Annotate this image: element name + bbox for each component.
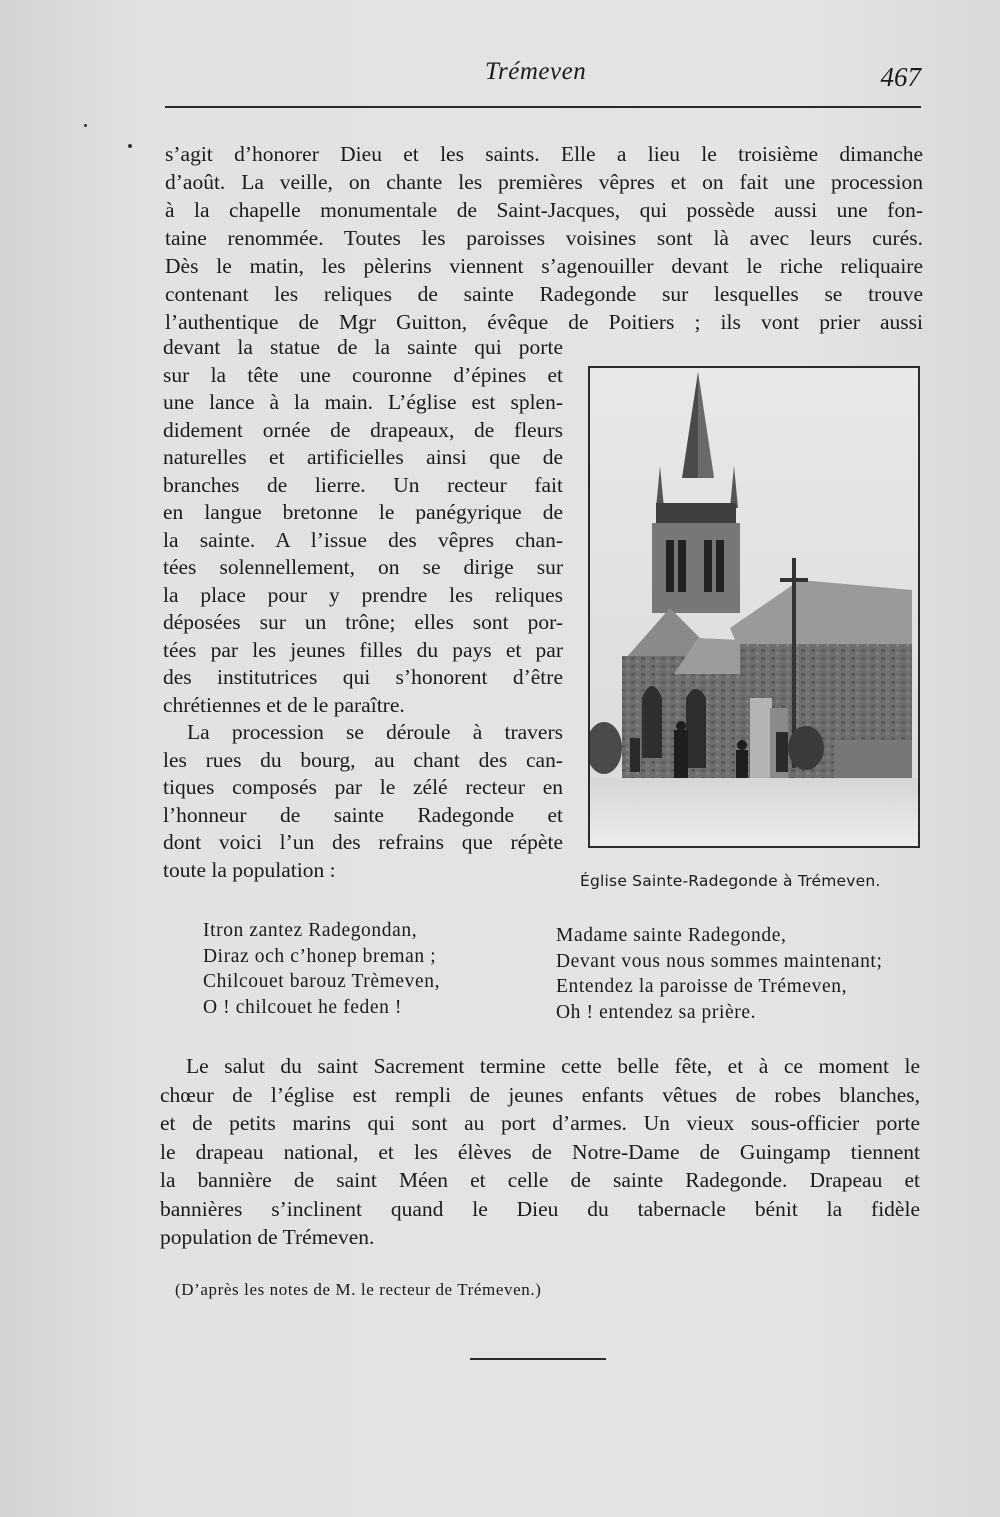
church-illustration [590,368,918,846]
text-line: en langue bretonne le panégyrique de [163,500,563,524]
text-line: une lance à la main. L’église est splen- [163,390,563,414]
text-line: Dès le matin, les pèlerins viennent s’agenouiller devant le riche reliquaire [165,254,923,278]
verse-line: Devant vous nous sommes maintenant; [556,950,883,972]
text-line: contenant les reliques de sainte Radegonde sur lesquelles se trouve [165,282,923,306]
running-header [165,56,921,96]
verse-line: Madame sainte Radegonde, [556,925,787,946]
paragraph-opening [165,140,923,336]
source-note: (D’après les notes de M. le recteur de Trémeven.) [175,1280,542,1299]
text-line: bannières s’inclinent quand le Dieu du tabernacle bénit la fidèle [160,1196,920,1221]
text-line: la place pour y prendre les reliques [163,582,563,607]
text-line: tées solennellement, on se dirige sur [163,555,563,579]
text-line: toute la population : [163,857,336,882]
church-photograph [588,366,920,848]
page-number: 467 [880,62,921,92]
verse-line: Entendez la paroisse de Trémeven, [556,976,848,997]
text-line: tées par les jeunes filles du pays et par [163,637,563,662]
text-line: tiques composés par le zélé recteur en [163,775,563,799]
text-line: naturelles et artificielles ainsi que de [163,445,563,469]
text-line: sur la tête une couronne d’épines et [163,362,563,387]
text-line: d’août. La veille, on chante les premières vêpres et on fait une procession [165,170,923,194]
verse-line: Oh ! entendez sa prière. [556,1001,757,1023]
running-title: Trémeven [485,58,587,85]
verse-french [556,923,882,1025]
verse-line: Itron zantez Radegondan, [203,920,418,941]
text-line: s’agit d’honorer Dieu et les saints. Elle a lieu le troisième dimanche [165,142,923,166]
verse-line: Diraz och c’honep breman ; [203,945,437,967]
text-line: branches de lierre. Un recteur fait [163,472,563,497]
text-line: et de petits marins qui sont au port d’armes. Un vieux sous-officier porte [160,1111,920,1135]
end-rule [470,1358,606,1360]
text-line: la sainte. A l’issue des vêpres chan- [163,527,563,552]
paragraph-closing [160,1052,920,1252]
verse-line: Chilcouet barouz Trèmeven, [203,971,441,992]
text-line: La procession se déroule à travers [187,720,563,744]
print-speck [128,144,132,148]
text-line: didement ornée de drapeaux, de fleurs [163,417,563,442]
text-line: des institutrices qui s’honorent d’être [163,665,563,689]
text-line: Le salut du saint Sacrement termine cette belle fête, et à ce moment le [186,1054,920,1078]
text-line: taine renommée. Toutes les paroisses voisines sont là avec leurs curés. [165,226,923,250]
text-line: chœur de l’église est rempli de jeunes enfants vêtues de robes blanches, [160,1082,920,1107]
text-line: population de Trémeven. [160,1225,375,1249]
verse-line: O ! chilcouet he feden ! [203,996,403,1018]
verse-breton [203,918,440,1020]
text-line: l’honneur de sainte Radegonde et [163,802,563,827]
print-speck [84,124,87,127]
text-line: à la chapelle monumentale de Saint-Jacques, qui possède aussi une fon- [165,198,923,222]
figure-caption: Église Sainte-Radegonde à Trémeven. [580,872,881,890]
text-line: le drapeau national, et les élèves de Notre-Dame de Guingamp tiennent [160,1139,920,1164]
text-line: déposées sur un trône; elles sont por- [163,610,563,634]
text-line: les rues du bourg, au chant des can- [163,747,563,772]
text-line: dont voici l’un des refrains que répète [163,830,563,854]
text-line: la bannière de saint Méen et celle de sainte Radegonde. Drapeau et [160,1168,920,1192]
text-line: l’authentique de Mgr Guitton, évêque de Poitiers ; ils vont prier aussi [165,310,923,334]
header-rule [165,106,921,108]
text-line: chrétiennes et de le paraître. [163,692,405,717]
text-column [163,334,563,884]
text-line: devant la statue de la sainte qui porte [163,335,563,359]
